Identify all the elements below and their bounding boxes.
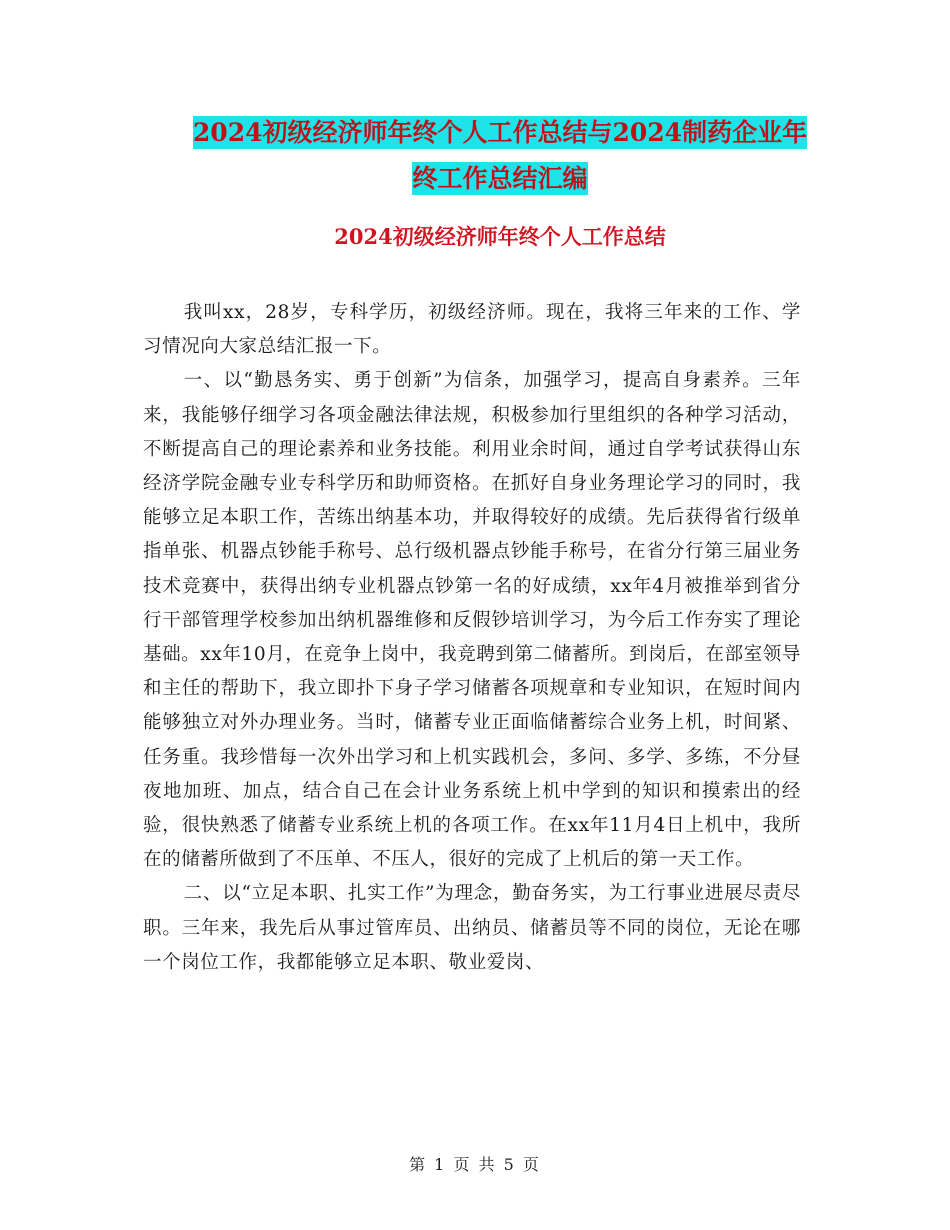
paragraph: 二、以“立足本职、扎实工作”为理念，勤奋务实，为工行事业进展尽责尽职。三年来，我先后从事过管库员、出纳员、储蓄员等不同的岗位，无论在哪一个岗位工作，我都能够立足本职、敬业爱岗、 <box>143 883 801 973</box>
paragraph: 我叫xx，28岁，专科学历，初级经济师。现在，我将三年来的工作、学习情况向大家总结汇报一下。 <box>143 302 801 358</box>
document-title-line2: 终工作总结汇编 <box>412 164 588 193</box>
paragraph: 一、以“勤恳务实、勇于创新”为信条，加强学习，提高自身素养。三年来，我能够仔细学习各项金融法律法规，积极参加行里组织的各种学习活动，不断提高自己的理论素养和业务技能。利用业余时间，通过自学考试获得山东经济学院金融专业专科学历和助师资格。在抓好自身业务理论学习的同时，我能够立足本职工作，苦练出纳基本功，并取得较好的成绩。先后获得省行级单指单张、机器点钞能手称号、总行级机器点钞能手称号，在省分行第三届业务技术竞赛中，获得出纳专业机器点钞第一名的好成绩，xx年4月被推举到省分行干部管理学校参加出纳机器维修和反假钞培训学习，为今后工作夯实了理论基础。xx年10月，在竞争上岗中，我竞聘到第二储蓄所。到岗后，在部室领导和主任的帮助下，我立即扑下身子学习储蓄各项规章和专业知识，在短时间内能够独立对外办理业务。当时，储蓄专业正面临储蓄综合业务上机，时间紧、任务重。我珍惜每一次外出学习和上机实践机会，多问、多学、多练，不分昼夜地加班、加点，结合自己在会计业务系统上机中学到的知识和摸索出的经验，很快熟悉了储蓄专业系统上机的各项工作。在xx年11月4日上机中，我所在的储蓄所做到了不压单、不压人，很好的完成了上机后的第一天工作。 <box>143 370 802 871</box>
document-title-line1: 2024初级经济师年终个人工作总结与2024制药企业年 <box>192 118 808 147</box>
document-title <box>140 110 860 202</box>
document-body <box>143 296 801 980</box>
page-footer: 第 1 页 共 5 页 <box>409 1155 541 1174</box>
section-title: 2024初级经济师年终个人工作总结 <box>334 224 666 249</box>
